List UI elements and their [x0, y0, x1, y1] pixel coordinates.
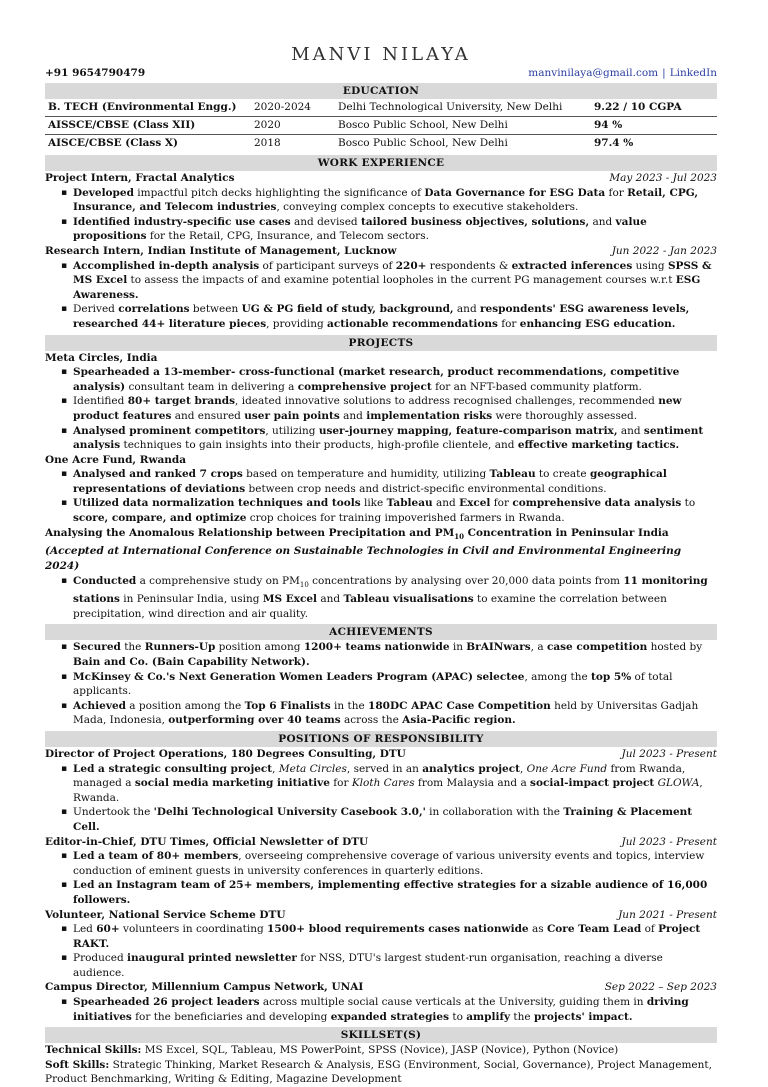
projects-heading: PROJECTS: [45, 335, 717, 351]
bullet-text: 220+: [395, 259, 427, 272]
list-item: ▪ Conducted a comprehensive study on $PM_{10}$ concentrations by analysing over 20,000 data points from 11 monitoring stations in Peninsular India, using MS Excel and Tableau visualisations to examine the correlation between precipitation, wind direction and air quality.: [73, 574, 717, 622]
soft-skills: Soft Skills: Strategic Thinking, Market Research & Analysis, ESG (Environment, Social, Governance), Project Management, Product Benchmarking, Writing & Editing, Magazine Development: [45, 1058, 712, 1086]
bullet-text: respondents' ESG awareness levels, researched 44+ literature pieces: [73, 303, 690, 330]
education-degree: AISCE/CBSE (Class X): [48, 137, 179, 149]
skills-heading: SKILLSET(S): [45, 1027, 717, 1043]
work-heading: WORK EXPERIENCE: [45, 155, 717, 171]
bullet-text: inaugural printed newsletter: [127, 952, 297, 965]
bullet-text: top 5%: [591, 670, 632, 683]
bullet-text: of participant surveys of: [259, 259, 396, 272]
project-bullets: [45, 467, 717, 525]
project-title: One Acre Fund, Rwanda: [45, 453, 187, 466]
bullet-text: from Malaysia and a: [414, 777, 531, 790]
bullet-text: 80+ target brands: [127, 395, 236, 408]
position-bullets: [45, 922, 717, 980]
bullet-text: UG & PG field of study, background,: [241, 303, 454, 316]
list-item: [73, 496, 717, 525]
bullet-text: 1500+ blood requirements cases nationwide: [267, 923, 529, 936]
position-header: [45, 908, 717, 923]
bullet-text: Data Governance for ESG Data: [424, 186, 606, 199]
bullet-text: value propositions: [73, 215, 647, 243]
list-item: [73, 259, 717, 303]
bullet-text: Core Team Lead: [546, 923, 642, 936]
work-bullets: [45, 259, 717, 332]
contact-row: [45, 66, 717, 80]
bullet-text: held by Universitas Gadjah Mada, Indonesia,: [73, 699, 699, 727]
bullet-text: for: [605, 186, 628, 199]
phone-number: +91 9654790479: [45, 67, 146, 79]
education-year: 2020-2024: [251, 99, 335, 117]
bullet-text: in collaboration with the: [425, 806, 564, 819]
bullet-text: Retail, CPG, Insurance, and Telecom industries: [73, 186, 698, 214]
position-date: Jul 2023 - Present: [621, 747, 717, 760]
bullet-text: for the Retail, CPG, Insurance, and Telecom sectors.: [146, 230, 429, 243]
bullet-text: the: [120, 641, 145, 654]
bullet-text: , overseeing comprehensive coverage of various university events and topics, interview conduction of eminent guests in university conferences in quarterly editions.: [73, 850, 705, 877]
bullet-text: consultant team in delivering a: [125, 380, 298, 393]
bullet-text: ,: [519, 762, 527, 775]
bullet-text: ,: [272, 762, 279, 775]
bullet-text: Tableau: [386, 497, 433, 510]
email-link[interactable]: manvinilaya@gmail.com: [528, 67, 659, 79]
education-degree: AISSCE/CBSE (Class XII): [45, 117, 251, 135]
bullet-text: like: [360, 497, 387, 510]
list-item: [73, 365, 717, 394]
bullet-text: and: [432, 497, 460, 510]
bullet-text: correlations: [118, 303, 190, 316]
paper-note: (Accepted at International Conference on Sustainable Technologies in Civil and Environmental Engineering 2024): [45, 545, 682, 572]
list-item: [73, 670, 717, 699]
bullet-text: Produced: [73, 952, 128, 965]
bullet-text: position among: [215, 641, 304, 654]
education-row: [45, 99, 717, 117]
list-item: [73, 640, 717, 669]
education-score: 94 %: [591, 117, 717, 135]
bullet-text: crop choices for training impoverished farmers in Rwanda.: [246, 512, 565, 525]
education-row: [45, 135, 717, 153]
bullet-text: Meta Circles: [278, 762, 347, 775]
list-item: [73, 849, 717, 878]
bullet-text: Spearheaded 26 project leaders: [73, 996, 260, 1009]
bullet-text: Spearheaded a 13-member- cross-functional (market research, product recommendations, competitive analysis): [73, 366, 680, 393]
position-bullets: [45, 849, 717, 907]
bullet-text: driving initiatives: [73, 996, 689, 1023]
projects-list: [45, 351, 717, 526]
education-year: 2018: [254, 137, 281, 149]
linkedin-link[interactable]: LinkedIn: [669, 67, 717, 79]
bullet-text: tailored business objectives, solutions,: [360, 215, 590, 228]
list-item: [73, 762, 717, 806]
bullet-text: between: [189, 303, 242, 316]
bullet-text: to: [449, 1010, 467, 1023]
technical-skills: Technical Skills: MS Excel, SQL, Tableau, MS PowerPoint, SPSS (Novice), JASP (Novice), Python (Novice): [45, 1044, 619, 1057]
bullet-text: and devised: [290, 215, 361, 228]
bullet-text: Identified industry-specific use cases: [73, 215, 291, 228]
bullet-text: Tableau: [489, 468, 536, 481]
bullet-text: , ideated innovative solutions to address recognised challenges, recommended: [235, 395, 659, 408]
bullet-text: comprehensive project: [297, 380, 432, 393]
bullet-text: , utilizing: [265, 424, 319, 437]
work-entry-header: [45, 171, 717, 186]
work-date: May 2023 - Jul 2023: [609, 172, 717, 184]
bullet-text: Analysed and ranked 7 crops: [73, 468, 243, 481]
list-item: [73, 878, 717, 907]
bullet-text: amplify: [466, 1010, 511, 1023]
bullet-text: the: [510, 1010, 534, 1023]
position-header: [45, 747, 717, 762]
positions-heading: POSITIONS OF RESPONSIBILITY: [45, 731, 717, 747]
bullet-text: using: [632, 259, 668, 272]
bullet-text: SPSS & MS Excel: [73, 259, 712, 287]
skills-block: [45, 1043, 717, 1087]
achievements-list: [45, 640, 717, 728]
education-row: [45, 117, 717, 135]
paper-bullets: [45, 574, 717, 622]
education-school: Bosco Public School, New Delhi: [335, 117, 591, 135]
bullet-text: Kloth Cares: [351, 777, 415, 790]
bullet-text: 'Delhi Technological University Casebook 3.0,': [153, 806, 426, 819]
bullet-text: Achieved: [73, 699, 126, 712]
bullet-text: and: [339, 409, 367, 422]
bullet-text: for an NFT-based community platform.: [431, 380, 642, 393]
position-title: Campus Director, Millennium Campus Network, UNAI: [45, 981, 364, 994]
bullet-text: Asia-Pacific region.: [402, 714, 516, 727]
bullet-text: for: [497, 317, 520, 330]
bullet-text: projects' impact.: [533, 1010, 633, 1023]
positions-list: [45, 747, 717, 1024]
bullet-text: impactful pitch decks highlighting the significance of: [133, 186, 425, 199]
bullet-text: 180DC APAC Case Competition: [368, 699, 551, 712]
education-score: 9.22 / 10 CGPA: [591, 99, 717, 117]
bullet-text: Secured: [73, 641, 121, 654]
education-table: [45, 99, 717, 152]
bullet-text: and: [589, 215, 616, 228]
project-bullets: [45, 365, 717, 453]
education-year: 2020: [251, 117, 335, 135]
position-date: Jul 2023 - Present: [621, 835, 717, 848]
bullet-text: GLOWA: [657, 777, 700, 790]
bullet-text: of total applicants.: [73, 670, 673, 698]
education-school: Delhi Technological University, New Delhi: [335, 99, 591, 117]
paper-title: Analysing the Anomalous Relationship between Precipitation and $PM_{10}$ Concentration in Peninsular India: [45, 526, 669, 541]
bullet-text: Developed: [73, 186, 134, 199]
bullet-text: social-impact project: [530, 777, 655, 790]
position-bullets: [45, 995, 717, 1024]
position-title: Editor-in-Chief, DTU Times, Official Newsletter of DTU: [45, 835, 369, 848]
paper-project: [45, 526, 717, 622]
bullet-text: Runners-Up: [144, 641, 216, 654]
bullet-text: Led: [73, 923, 97, 936]
bullet-text: for NSS, DTU's largest student-run organisation, reaching a diverse audience.: [73, 952, 663, 979]
bullet-text: Analysed prominent competitors: [73, 424, 266, 437]
bullet-text: Bain and Co. (Bain Capability Network).: [73, 656, 310, 668]
list-item: [73, 805, 717, 834]
candidate-name: MANVI NILAYA: [291, 44, 471, 65]
bullet-text: ESG Awareness.: [73, 274, 701, 301]
bullet-text: actionable recommendations: [327, 317, 498, 330]
bullet-text: 60+: [96, 923, 120, 936]
bullet-text: social media marketing initiative: [134, 777, 330, 790]
bullet-text: extracted inferences: [511, 259, 633, 272]
position-date: Jun 2021 - Present: [618, 908, 717, 921]
bullet-text: to create: [535, 468, 590, 481]
list-item: [73, 922, 717, 951]
bullet-text: Undertook the: [73, 806, 154, 819]
bullet-text: score, compare, and optimize: [73, 512, 247, 525]
bullet-text: a position among the: [125, 699, 245, 712]
work-experience-list: [45, 171, 717, 332]
position-title: Volunteer, National Service Scheme DTU: [45, 908, 286, 921]
position-bullets: [45, 762, 717, 835]
bullet-text: Top 6 Finalists: [244, 699, 331, 712]
education-score: 97.4 %: [594, 137, 634, 149]
bullet-text: Led a strategic consulting project: [73, 762, 273, 775]
bullet-text: , a: [530, 641, 547, 654]
bullet-text: respondents &: [426, 259, 512, 272]
bullet-text: 1200+ teams nationwide: [303, 641, 450, 654]
bullet-text: in the: [330, 699, 369, 712]
bullet-text: hosted by: [647, 641, 703, 654]
bullet-text: Accomplished in-depth analysis: [73, 259, 260, 272]
list-item: [73, 302, 717, 331]
bullet-text: from Rwanda, managed a: [73, 762, 686, 790]
list-item: [73, 424, 717, 453]
bullet-text: BrAINwars: [466, 641, 531, 654]
list-item: [73, 394, 717, 423]
bullet-text: user pain points: [244, 409, 340, 422]
list-item: [73, 951, 717, 980]
contact-separator: |: [662, 67, 666, 79]
bullet-text: across multiple social cause verticals at the University, guiding them in: [259, 996, 647, 1009]
bullet-text: comprehensive data analysis: [512, 497, 682, 510]
bullet-text: to: [681, 497, 696, 510]
bullet-text: as: [528, 923, 547, 936]
education-school: Bosco Public School, New Delhi: [338, 137, 508, 149]
list-item: [73, 699, 717, 728]
bullet-text: , Rwanda.: [73, 777, 703, 804]
bullet-text: implementation risks: [366, 409, 493, 422]
bullet-text: Led an Instagram team of 25+ members, implementing effective strategies for a sizable audience of 16,000 followers.: [73, 879, 708, 906]
position-title: Director of Project Operations, 180 Degrees Consulting, DTU: [45, 747, 406, 760]
bullet-text: for: [329, 777, 352, 790]
bullet-text: were thoroughly assessed.: [492, 409, 638, 422]
contact-links: [528, 66, 717, 80]
education-degree: B. TECH (Environmental Engg.): [45, 99, 251, 117]
position-header: [45, 835, 717, 850]
bullet-text: McKinsey & Co.'s Next Generation Women Leaders Program (APAC) selectee: [73, 670, 525, 683]
bullet-text: analytics project: [422, 762, 520, 775]
bullet-text: Derived: [73, 303, 119, 316]
education-heading: EDUCATION: [45, 83, 717, 99]
list-item: [73, 215, 717, 244]
work-bullets: [45, 186, 717, 244]
bullet-text: for the beneficiaries and developing: [131, 1010, 331, 1023]
position-header: [45, 980, 717, 995]
work-entry-header: [45, 244, 717, 259]
bullet-text: techniques to gain insights into their products, high-profile clientele, and: [120, 439, 518, 452]
bullet-text: and ensured: [171, 409, 245, 422]
bullet-text: volunteers in coordinating: [119, 923, 268, 936]
bullet-text: One Acre Fund: [526, 762, 608, 775]
position-date: Sep 2022 – Sep 2023: [604, 981, 717, 994]
work-title: Project Intern, Fractal Analytics: [45, 172, 235, 184]
bullet-text: in: [449, 641, 467, 654]
bullet-text: user-journey mapping, feature-comparison matrix,: [318, 424, 618, 437]
bullet-text: Project RAKT.: [73, 923, 701, 950]
list-item: [73, 467, 717, 496]
bullet-text: Led a team of 80+ members: [73, 850, 239, 863]
bullet-text: Identified: [73, 395, 128, 408]
bullet-text: , conveying complex concepts to executive stakeholders.: [276, 201, 579, 214]
bullet-text: Utilized data normalization techniques and tools: [73, 497, 361, 510]
bullet-text: , providing: [266, 317, 328, 330]
bullet-text: to assess the impacts of and examine potential loopholes in the current PG management courses w.r.t: [127, 274, 676, 287]
bullet-text: Excel: [459, 497, 491, 510]
achievements-heading: ACHIEVEMENTS: [45, 624, 717, 640]
bullet-text: enhancing ESG education.: [519, 317, 676, 330]
bullet-text: based on temperature and humidity, utilizing: [242, 468, 490, 481]
bullet-text: outperforming over 40 teams: [168, 714, 341, 727]
bullet-text: , among the: [524, 670, 592, 683]
project-title: Meta Circles, India: [45, 351, 158, 364]
bullet-text: case competition: [546, 641, 648, 654]
bullet-text: sentiment analysis: [73, 424, 704, 452]
bullet-text: effective marketing tactics.: [517, 439, 680, 452]
list-item: [73, 186, 717, 215]
bullet-text: geographical representations of deviations: [73, 468, 667, 495]
bullet-text: between crop needs and district-specific environmental conditions.: [245, 482, 607, 495]
work-title: Research Intern, Indian Institute of Management, Lucknow: [45, 244, 397, 257]
bullet-text: of: [641, 923, 659, 936]
bullet-text: and: [617, 424, 644, 437]
work-date: Jun 2022 - Jan 2023: [611, 244, 717, 257]
bullet-text: Training & Placement Cell.: [73, 806, 693, 833]
bullet-text: , served in an: [346, 762, 423, 775]
bullet-text: expanded strategies: [330, 1010, 450, 1023]
list-item: [73, 995, 717, 1024]
bullet-text: new product features: [73, 395, 682, 422]
bullet-text: across the: [340, 714, 403, 727]
bullet-text: for: [490, 497, 513, 510]
bullet-text: and: [453, 303, 480, 316]
